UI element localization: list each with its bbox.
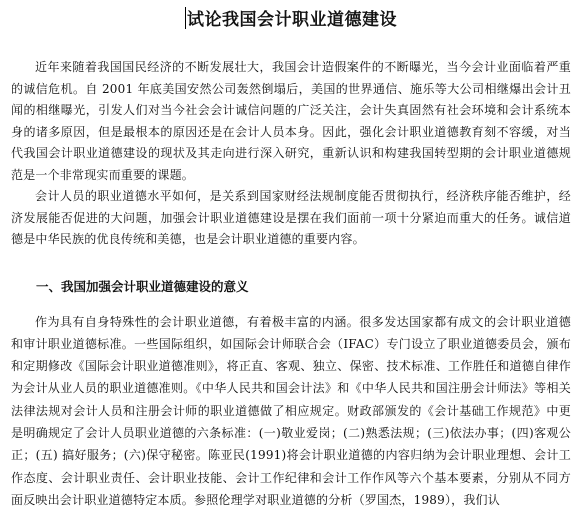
section-paragraph: 作为具有自身特殊性的会计职业道德，有着极丰富的内涵。很多发达国家都有成文的会计职业道德和审计职业道德标准。一些国际组织，如国际会计师联合会（IFAC）专门设立了职业道德委员会，颁布和定期修改《国际会计职业道德准则》，将正直、客观、独立、保密、技术标准、工作胜任和道德自律作为会计从业人员的职业道德准则。《中华人民共和国会计法》和《中华人民共和国注册会计师法》等相关法律法规对会计人员和注册会计师的职业道德做了相应规定。财政部颁发的《会计基础工作规范》中更是明确规定了会计人员职业道德的六条标准：(一)敬业爱岗；(二)熟悉法规；(三)依法办事；(四)客观公正；(五) 搞好服务；(六)保守秘密。陈亚民(1991)将会计职业道德的内容归纳为会计职业理想、会计工作态度、会计职业责任、会计职业技能、会计工作纪律和会计工作作风等六个基本要素，分别从不同方面反映出会计职业道德特定本质。参照伦理学对职业道德的分析（罗国杰，1989），我们认 xyxy=(11,314,571,507)
text-cursor xyxy=(185,7,186,29)
section-heading: 一、我国加强会计职业道德建设的意义 xyxy=(36,278,249,294)
intro-paragraph-2: 会计人员的职业道德水平如何，是关系到国家财经法规制度能否贯彻执行，经济秩序能否维护，经济发展能否促进的大问题，加强会计职业道德建设是摆在我们面前一项十分紧迫而重大的任务。诚信道德是中华民族的优良传统和美德，也是会计职业道德的重要内容。 xyxy=(11,189,571,246)
document-title: 试论我国会计职业道德建设 xyxy=(187,10,397,30)
intro-paragraph-1: 近年来随着我国国民经济的不断发展壮大，我国会计造假案件的不断曝光，当今会计业面临着严重的诚信危机。自 2001 年底美国安然公司轰然倒塌后，美国的世界通信、施乐等大公司相继爆出会计丑闻的相继曝光，引发人们对当今社会会计诚信问题的广泛关注，会计失真固然有社会环境和会计系统本身的诸多原因，但是最根本的原因还是在会计人员本身。因此，强化会计职业道德教育刻不容缓，对当代我国会计职业道德建设的现状及其走向进行深入研究，重新认识和构建我国转型期的会计职业道德规范是一个非常现实而重要的课题。 xyxy=(11,60,571,182)
title-row xyxy=(11,0,571,40)
